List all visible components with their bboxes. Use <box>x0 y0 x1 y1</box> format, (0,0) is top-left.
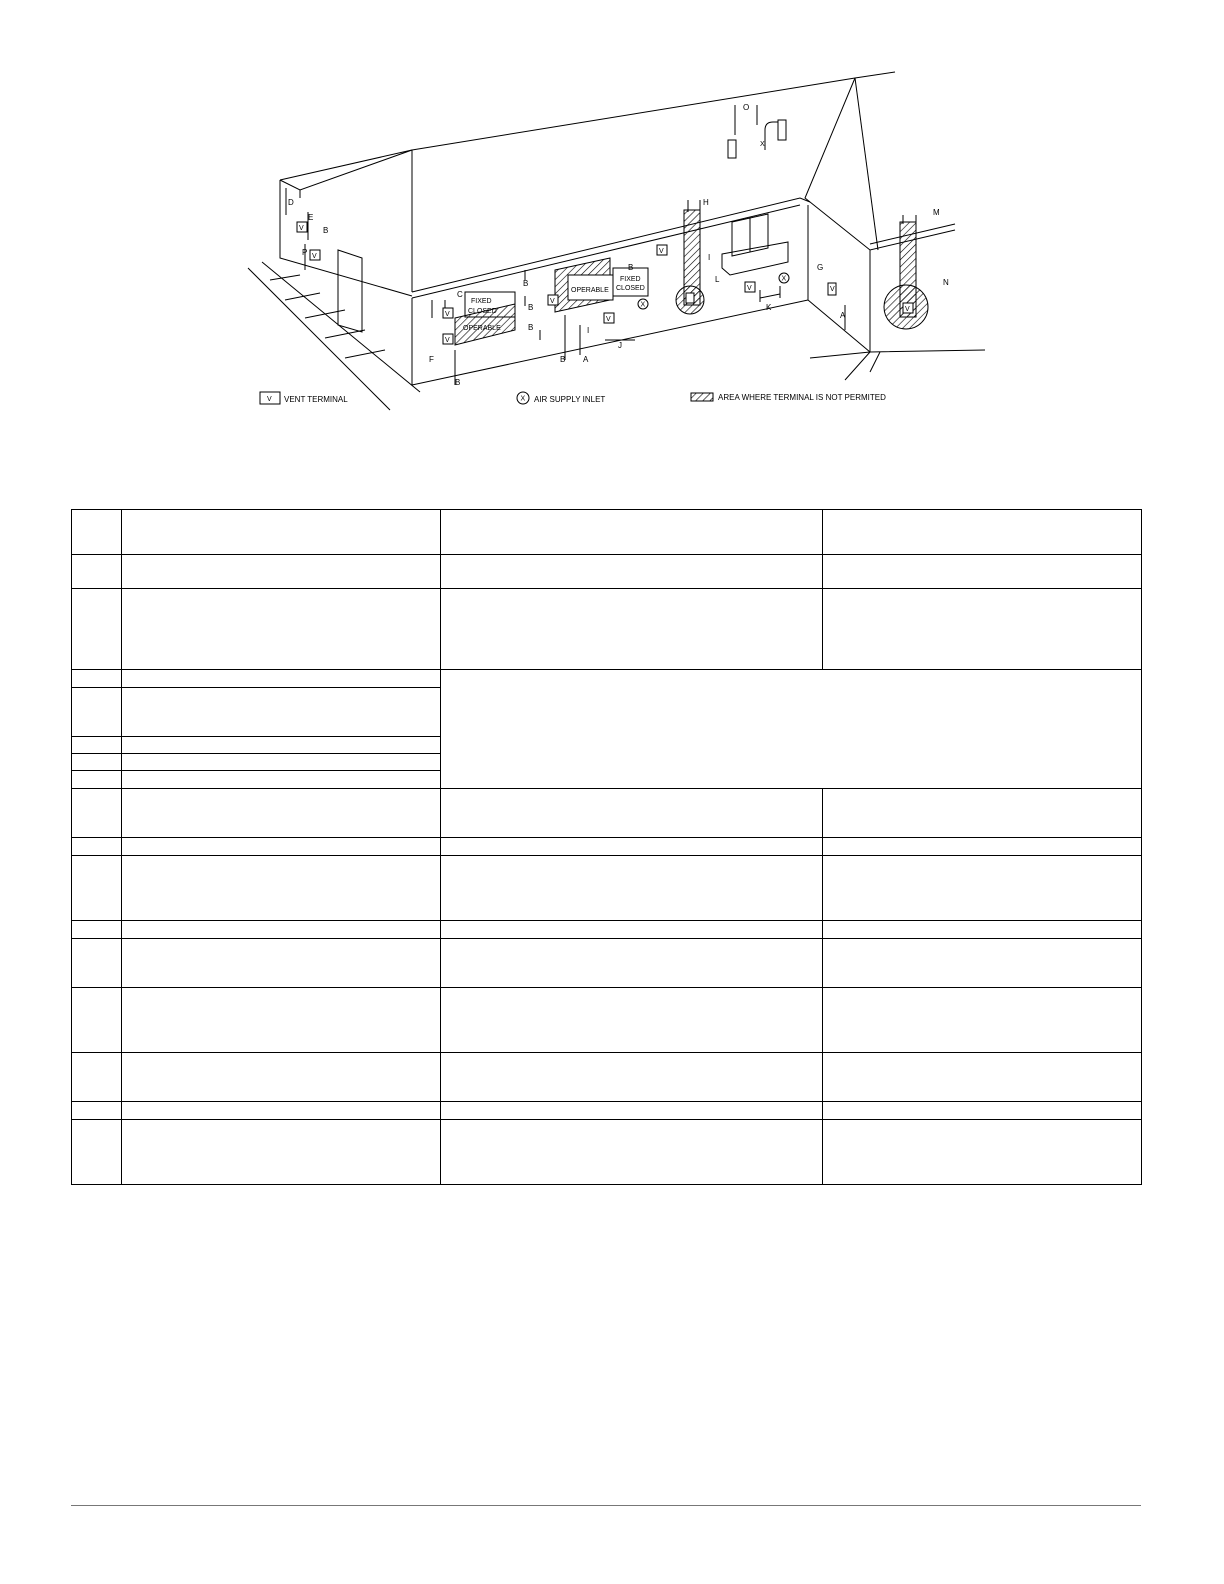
table-cell <box>122 754 441 771</box>
table-cell <box>122 838 441 856</box>
fixed-closed-label-2a: FIXED <box>620 276 641 283</box>
table-cell <box>122 737 441 754</box>
table-row <box>72 555 1142 589</box>
legend-not-permitted: AREA WHERE TERMINAL IS NOT PERMITED <box>718 393 886 402</box>
table-cell <box>823 939 1142 988</box>
table-row <box>72 921 1142 939</box>
table-cell <box>823 988 1142 1053</box>
svg-text:D: D <box>288 198 294 207</box>
legend-vent-terminal: VENT TERMINAL <box>284 395 348 404</box>
legend-vent-symbol: V <box>267 396 272 403</box>
table-cell <box>72 670 122 688</box>
table-cell <box>72 988 122 1053</box>
table-row <box>72 789 1142 838</box>
table-cell <box>823 1102 1142 1120</box>
svg-text:L: L <box>715 275 720 284</box>
svg-text:O: O <box>743 103 750 112</box>
svg-text:K: K <box>766 303 772 312</box>
clearance-table <box>71 509 1142 1185</box>
house-illustration <box>240 70 990 420</box>
vent-clearance-diagram <box>240 70 990 420</box>
svg-text:V: V <box>747 285 752 292</box>
svg-text:V: V <box>299 225 304 232</box>
operable-label-1: OPERABLE <box>463 325 501 332</box>
fixed-closed-label-1a: FIXED <box>471 298 492 305</box>
table-cell <box>122 1053 441 1102</box>
table-cell <box>72 789 122 838</box>
table-cell <box>122 688 441 737</box>
svg-text:M: M <box>933 208 940 217</box>
svg-text:V: V <box>312 253 317 260</box>
svg-text:V: V <box>659 248 664 255</box>
table-row <box>72 939 1142 988</box>
table-cell <box>441 1053 823 1102</box>
table-row <box>72 670 1142 688</box>
table-cell <box>72 856 122 921</box>
table-row <box>72 838 1142 856</box>
table-cell <box>122 589 441 670</box>
table-cell <box>72 838 122 856</box>
svg-text:X: X <box>760 141 765 148</box>
table-cell <box>823 510 1142 555</box>
table-cell <box>823 555 1142 589</box>
svg-text:V: V <box>445 311 450 318</box>
svg-text:N: N <box>943 278 949 287</box>
table-row <box>72 856 1142 921</box>
table-cell <box>441 1102 823 1120</box>
table-cell <box>72 688 122 737</box>
table-cell <box>72 589 122 670</box>
svg-text:A: A <box>840 311 846 320</box>
table-cell <box>441 838 823 856</box>
table-cell <box>72 555 122 589</box>
svg-text:A: A <box>583 355 589 364</box>
fixed-closed-label-1b: CLOSED <box>468 308 497 315</box>
table-cell <box>72 921 122 939</box>
svg-text:G: G <box>817 263 824 272</box>
table-cell <box>72 1102 122 1120</box>
table-row <box>72 1102 1142 1120</box>
table-cell <box>72 1053 122 1102</box>
table-merged-cell <box>441 670 1142 789</box>
table-cell <box>122 1102 441 1120</box>
table-cell <box>823 1120 1142 1185</box>
svg-text:C: C <box>457 290 463 299</box>
table-cell <box>122 856 441 921</box>
svg-text:E: E <box>308 213 314 222</box>
svg-text:I: I <box>708 253 711 262</box>
svg-text:J: J <box>618 341 622 350</box>
svg-text:V: V <box>905 306 910 313</box>
table-cell <box>823 838 1142 856</box>
table-cell <box>823 589 1142 670</box>
table-cell <box>72 939 122 988</box>
table-cell <box>441 921 823 939</box>
table-cell <box>72 737 122 754</box>
table-cell <box>441 939 823 988</box>
table-cell <box>441 510 823 555</box>
table-cell <box>441 555 823 589</box>
table-row <box>72 589 1142 670</box>
table-cell <box>441 988 823 1053</box>
svg-text:V: V <box>550 298 555 305</box>
svg-text:P: P <box>302 248 308 257</box>
table-cell <box>441 856 823 921</box>
svg-text:B: B <box>528 303 534 312</box>
table-cell <box>823 1053 1142 1102</box>
table-cell <box>823 921 1142 939</box>
svg-text:V: V <box>830 286 835 293</box>
svg-text:B: B <box>455 378 461 387</box>
table-cell <box>122 939 441 988</box>
operable-label-2: OPERABLE <box>571 287 609 294</box>
svg-text:H: H <box>703 198 709 207</box>
table-row <box>72 988 1142 1053</box>
svg-text:X: X <box>640 301 646 309</box>
table-cell <box>72 1120 122 1185</box>
svg-text:V: V <box>606 316 611 323</box>
svg-text:X: X <box>781 275 787 283</box>
svg-text:I: I <box>587 326 590 335</box>
svg-text:B: B <box>323 226 329 235</box>
svg-text:B: B <box>528 323 534 332</box>
svg-text:B: B <box>560 355 566 364</box>
table-cell <box>122 988 441 1053</box>
table-cell <box>122 789 441 838</box>
svg-text:F: F <box>429 355 434 364</box>
table-cell <box>122 510 441 555</box>
svg-text:V: V <box>445 337 450 344</box>
footer-divider <box>71 1505 1141 1506</box>
table-cell <box>122 771 441 789</box>
svg-text:B: B <box>628 263 634 272</box>
table-cell <box>72 510 122 555</box>
table-cell <box>823 789 1142 838</box>
table-cell <box>72 754 122 771</box>
table-header-row <box>72 510 1142 555</box>
table-cell <box>441 589 823 670</box>
legend-air-symbol: X <box>520 395 526 403</box>
table-cell <box>122 921 441 939</box>
table-cell <box>72 771 122 789</box>
table-cell <box>122 555 441 589</box>
table-cell <box>441 789 823 838</box>
table-row <box>72 1120 1142 1185</box>
svg-text:B: B <box>523 279 529 288</box>
table-cell <box>122 1120 441 1185</box>
table-cell <box>441 1120 823 1185</box>
table-cell <box>823 856 1142 921</box>
table-row <box>72 1053 1142 1102</box>
legend-air-supply: AIR SUPPLY INLET <box>534 395 606 404</box>
fixed-closed-label-2b: CLOSED <box>616 285 645 292</box>
table-cell <box>122 670 441 688</box>
